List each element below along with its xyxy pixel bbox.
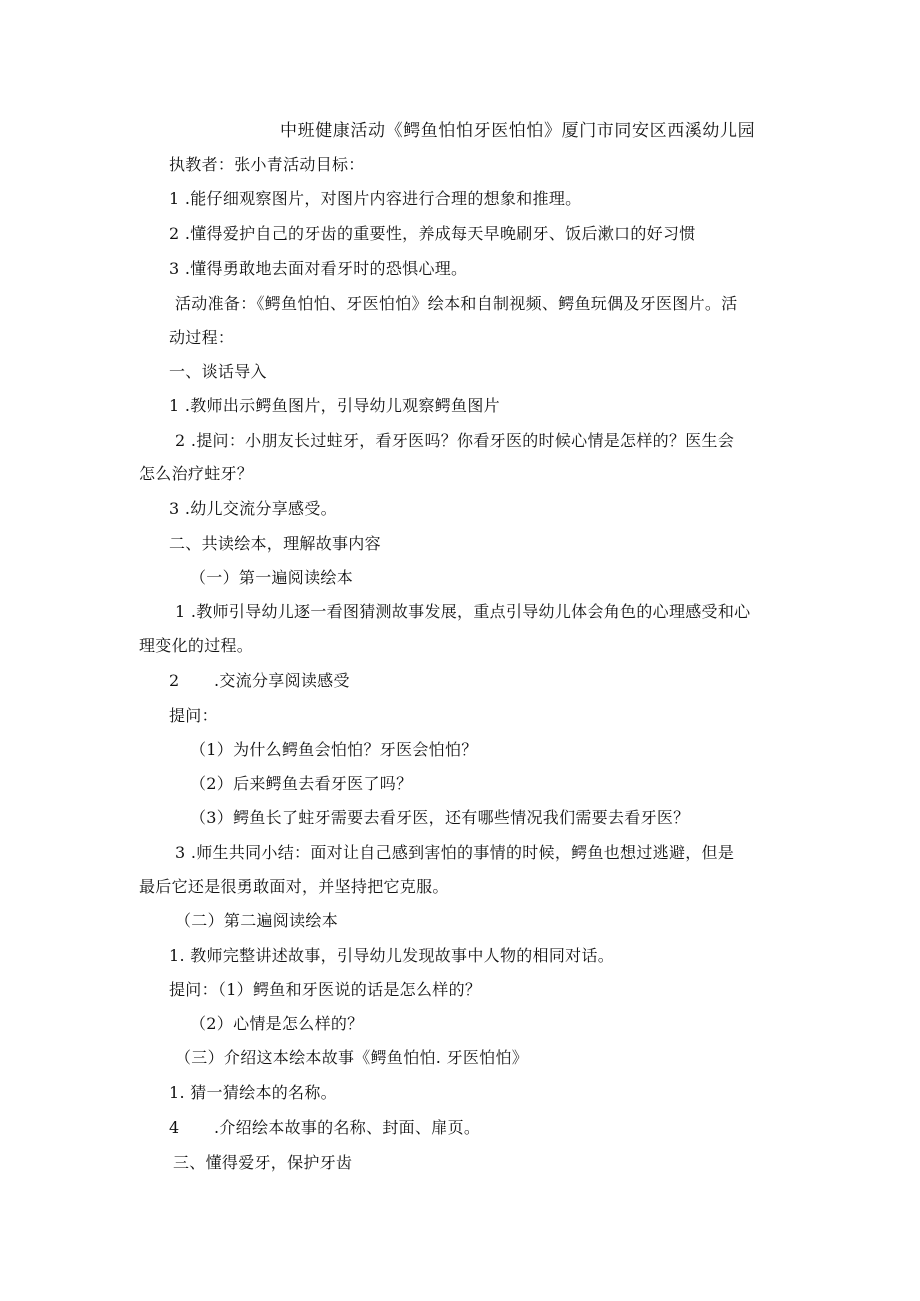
author-line: 执教者：张小青活动目标： (169, 155, 365, 174)
part2-heading: （二）第二遍阅读绘本 (175, 911, 339, 930)
preparation-line-2: 动过程： (169, 328, 235, 347)
section1-item2-line2: 怎么治疗蛀牙？ (139, 464, 254, 483)
section3-heading: 三、懂得爱牙，保护牙齿 (173, 1153, 353, 1172)
part1-question-1: （1）为什么鳄鱼会怕怕？牙医会怕怕？ (190, 740, 478, 759)
part2-item1: 1. 教师完整讲述故事，引导幼儿发现故事中人物的相同对话。 (169, 946, 615, 965)
part1-item1-line1: 1 .教师引导幼儿逐一看图猜测故事发展，重点引导幼儿体会角色的心理感受和心 (175, 602, 751, 621)
section1-item3: 3 .幼儿交流分享感受。 (169, 499, 337, 518)
section1-item2-line1: 2 .提问：小朋友长过蛀牙，看牙医吗？你看牙医的时候心情是怎样的？医生会 (175, 431, 735, 450)
part2-question-1: 提问：（1）鳄鱼和牙医说的话是怎么样的？ (169, 980, 482, 999)
goal-1: 1 .能仔细观察图片，对图片内容进行合理的想象和推理。 (169, 189, 582, 208)
part3-item1: 1. 猜一猜绘本的名称。 (169, 1083, 337, 1102)
part1-question-3: （3）鳄鱼长了蛀牙需要去看牙医，还有哪些情况我们需要去看牙医？ (190, 808, 690, 827)
preparation-line-1: 活动准备：《鳄鱼怕怕、牙医怕怕》绘本和自制视频、鳄鱼玩偶及牙医图片。活 (175, 294, 738, 313)
part3-item2-number: 4 (169, 1118, 180, 1137)
document-title: 中班健康活动《鳄鱼怕怕牙医怕怕》厦门市同安区西溪幼儿园 (280, 121, 756, 141)
section2-heading: 二、共读绘本，理解故事内容 (169, 534, 381, 553)
section1-item1: 1 .教师出示鳄鱼图片，引导幼儿观察鳄鱼图片 (169, 396, 500, 415)
part1-item3-line2: 最后它还是很勇敢面对，并坚持把它克服。 (139, 877, 449, 896)
goal-3: 3 .懂得勇敢地去面对看牙时的恐惧心理。 (169, 259, 468, 278)
part3-item2-text: .介绍绘本故事的名称、封面、扉页。 (214, 1118, 481, 1137)
part1-item2-number: 2 (169, 671, 180, 690)
part3-heading: （三）介绍这本绘本故事《鳄鱼怕怕. 牙医怕怕》 (175, 1048, 529, 1067)
part1-item3-line1: 3 .师生共同小结：面对让自己感到害怕的事情的时候，鳄鱼也想过逃避，但是 (175, 843, 735, 862)
section1-heading: 一、谈话导入 (169, 362, 267, 381)
part1-heading: （一）第一遍阅读绘本 (190, 568, 354, 587)
part1-item2-text: .交流分享阅读感受 (214, 671, 350, 690)
goal-2: 2 .懂得爱护自己的牙齿的重要性，养成每天早晚刷牙、饭后漱口的好习惯 (169, 224, 696, 243)
part2-question-2: （2）心情是怎么样的？ (190, 1014, 364, 1033)
part1-question-label: 提问： (169, 706, 218, 725)
part1-item1-line2: 理变化的过程。 (139, 636, 254, 655)
part1-question-2: （2）后来鳄鱼去看牙医了吗？ (190, 774, 413, 793)
